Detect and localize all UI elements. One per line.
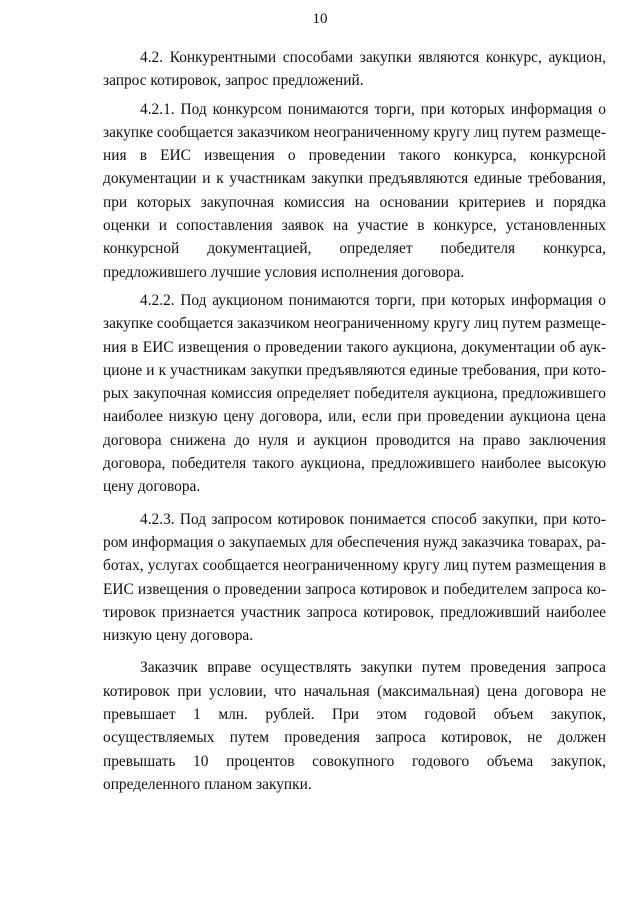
paragraph-4-2-1: 4.2.1. Под конкурсом понимаются торги, при которых информация о закупке сообщается заказчиком неограниченному кругу лиц путем размещения в ЕИС извещения о проведении такого конкурса, конкурсной документации и к участникам закупки предъявляются единые требования, при которых закупочная комиссия на основании критериев и порядка оценки и сопоставления заявок на участие в конкурсе, установленных конкурсной документацией, определяет победителя конкурса, предложившего лучшие условия исполнения договора. <box>103 100 606 281</box>
paragraph-4-2-2: 4.2.2. Под аукционом понимаются торги, при которых информация о закупке сообщается заказчиком неограниченному кругу лиц путем размещения в ЕИС извещения о проведении такого аукциона, документации об аукционе и к участникам закупки предъявляются единые требования, при которых закупочная комиссия определяет победителя аукциона, предложившего наиболее низкую цену договора, или, если при проведении аукциона цена договора снижена до нуля и аукцион проводится на право заключения договора, победителя такого аукциона, предложившего наиболее высокую цену договора. <box>103 291 606 496</box>
paragraph-4-2-3: 4.2.3. Под запросом котировок понимается способ закупки, при котором информация о закупаемых для обеспечения нужд заказчика товарах, работах, услугах сообщается неограниченному кругу лиц путем размещения в ЕИС извещения о проведении запроса котировок и победителем запроса котировок признается участник запроса котировок, предложивший наиболее низкую цену договора. <box>103 510 606 645</box>
page-number: 10 <box>312 11 328 27</box>
paragraph-4-2: 4.2. Конкурентными способами закупки являются конкурс, аукцион, запрос котировок, запрос предложений. <box>103 49 606 90</box>
document-body <box>103 46 606 796</box>
paragraph-quotation-limit: Заказчик вправе осуществлять закупки путем проведения запроса котировок при условии, что начальная (максимальная) цена договора не превышает 1 млн. рублей. При этом годовой объем закупок, осуществляемых путем проведения запроса котировок, не должен превышать 10 процентов совокупного годового объема закупок, определенного планом закупки. <box>103 659 606 793</box>
